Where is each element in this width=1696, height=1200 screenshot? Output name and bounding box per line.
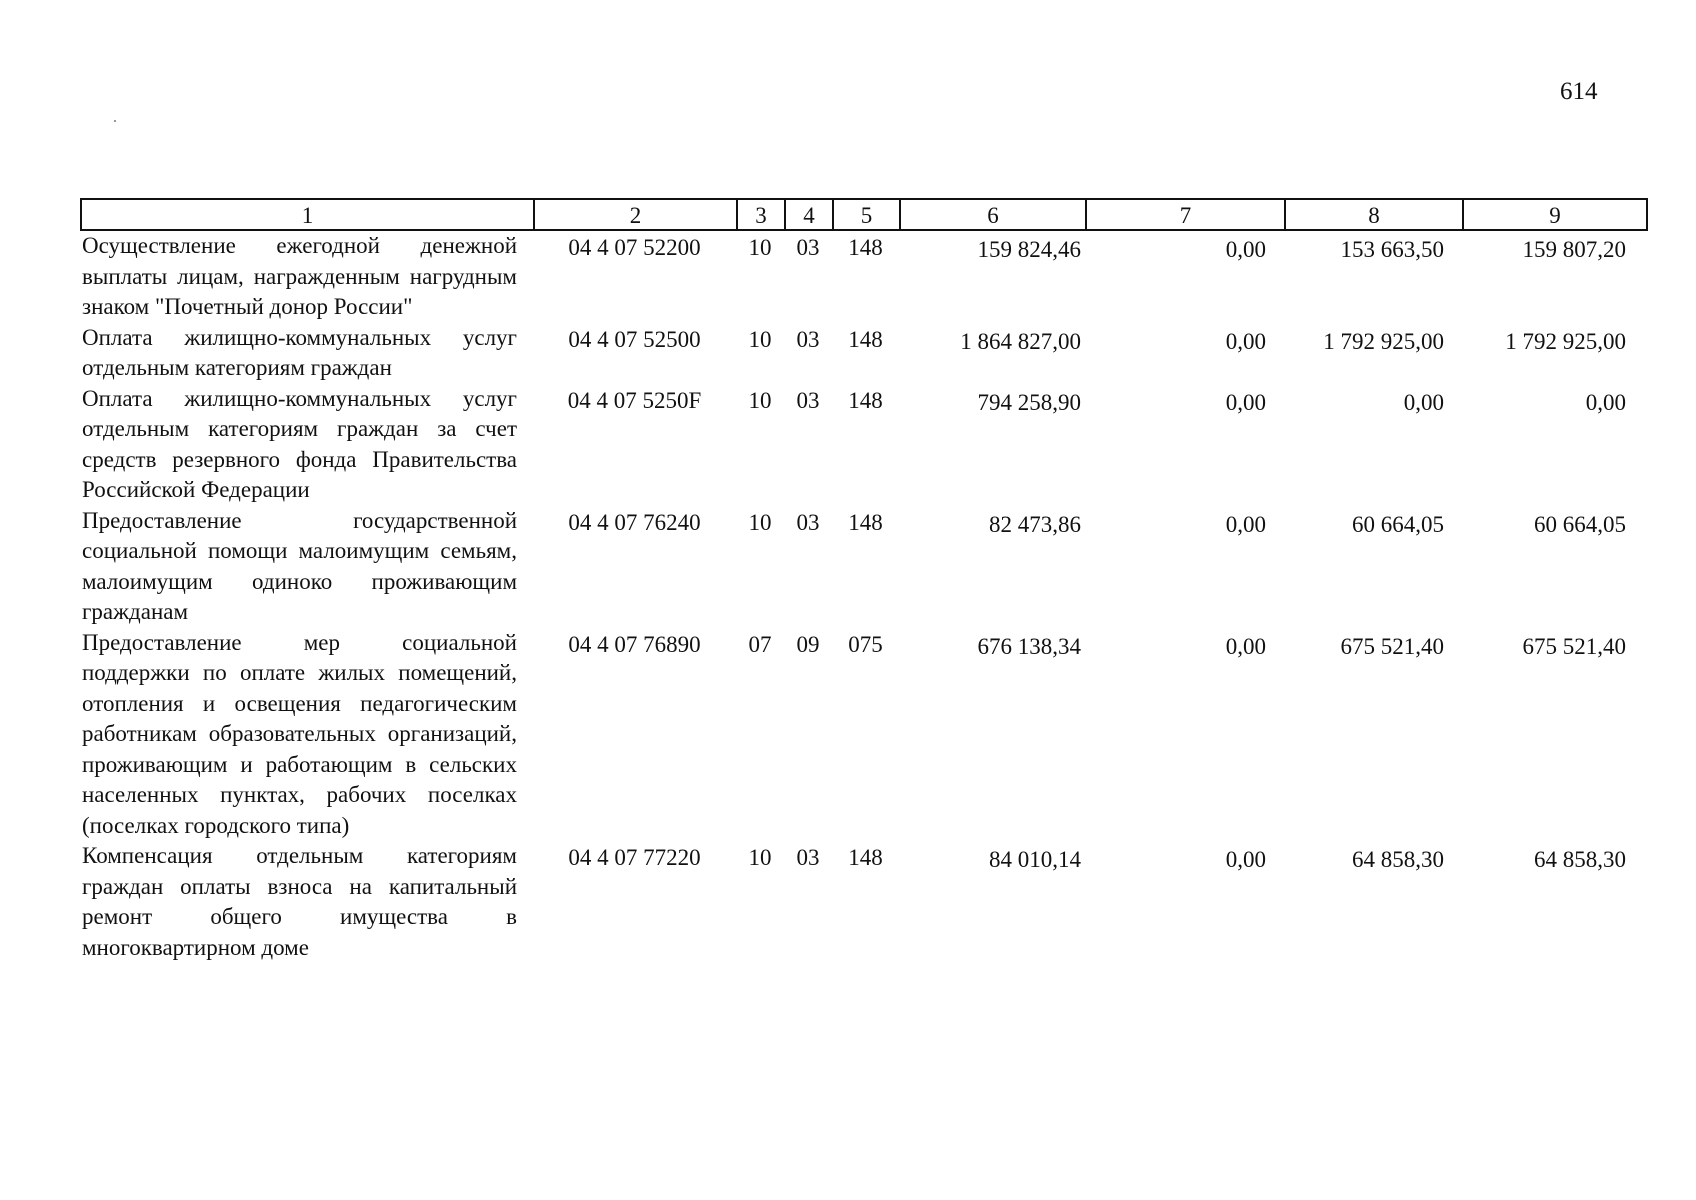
- row-col-3: 10: [748, 509, 772, 535]
- row-col-7: 0,00: [1225, 847, 1266, 872]
- page-number: 614: [1560, 78, 1598, 105]
- row-col-9: 1 792 925,00: [1505, 328, 1626, 354]
- row-col-6: 159 824,46: [977, 237, 1081, 262]
- row-col-6: 82 473,86: [989, 511, 1081, 537]
- row-col-7: 0,00: [1225, 328, 1266, 354]
- row-description: Предоставление государственной социальной помощи малоимущим семьям, малоимущим одиноко проживающим гражданам: [82, 507, 517, 624]
- budget-table: [80, 198, 1648, 963]
- table-header: [80, 198, 1648, 231]
- row-col-5: 075: [848, 631, 883, 657]
- row-col-6: 84 010,14: [989, 847, 1081, 872]
- row-col-8: 64 858,30: [1352, 847, 1444, 872]
- row-code: 04 4 07 76890: [568, 631, 701, 657]
- header-col-3: 3: [738, 200, 786, 229]
- row-col-6: 676 138,34: [977, 633, 1081, 659]
- row-col-3: 10: [748, 845, 772, 870]
- row-col-8: 60 664,05: [1352, 511, 1444, 537]
- row-col-7: 0,00: [1225, 511, 1266, 537]
- header-col-7: 7: [1087, 200, 1286, 229]
- header-col-5: 5: [834, 200, 901, 229]
- row-col-8: 675 521,40: [1340, 633, 1444, 659]
- row-col-9: 64 858,30: [1534, 847, 1626, 872]
- row-col-8: 0,00: [1403, 389, 1444, 415]
- row-col-7: 0,00: [1225, 237, 1266, 262]
- row-code: 04 4 07 5250F: [567, 387, 702, 413]
- row-col-4: 09: [796, 631, 820, 657]
- header-col-1: 1: [82, 200, 535, 229]
- row-col-4: 03: [796, 235, 820, 260]
- row-description: Оплата жилищно-коммунальных услуг отдельным категориям граждан за счет средств резервного фонда Правительства Российской Федерации: [82, 385, 517, 502]
- row-col-9: 675 521,40: [1522, 633, 1626, 659]
- table-body: [80, 231, 1648, 963]
- table-row: [80, 841, 1648, 963]
- row-description: Предоставление мер социальной поддержки по оплате жилых помещений, отопления и освещения педагогическим работникам образовательных организаций, проживающим и работающим в сельских населенных пунктах, рабочих поселках (поселках городского типа): [82, 629, 517, 838]
- row-description: Осуществление ежегодной денежной выплаты лицам, награжденным нагрудным знаком "Почетный донор России": [82, 233, 517, 319]
- table-row: [80, 231, 1648, 323]
- header-col-2: 2: [535, 200, 738, 229]
- row-col-9: 60 664,05: [1534, 511, 1626, 537]
- table-row: [80, 323, 1648, 384]
- row-col-6: 794 258,90: [977, 389, 1081, 415]
- row-col-3: 07: [748, 631, 772, 657]
- row-col-6: 1 864 827,00: [960, 328, 1081, 354]
- row-col-5: 148: [848, 509, 883, 535]
- row-col-7: 0,00: [1225, 633, 1266, 659]
- row-code: 04 4 07 52500: [568, 326, 701, 352]
- row-col-5: 148: [848, 326, 883, 352]
- header-col-8: 8: [1286, 200, 1464, 229]
- row-col-5: 148: [848, 387, 883, 413]
- row-col-9: 159 807,20: [1522, 237, 1626, 262]
- row-col-4: 03: [796, 326, 820, 352]
- row-code: 04 4 07 77220: [568, 845, 701, 870]
- header-col-9: 9: [1549, 203, 1561, 228]
- row-col-4: 03: [796, 387, 820, 413]
- header-col-4: 4: [786, 200, 834, 229]
- row-code: 04 4 07 76240: [568, 509, 701, 535]
- row-col-5: 148: [848, 845, 883, 870]
- scan-speck: [114, 120, 116, 122]
- table-row: [80, 628, 1648, 842]
- row-col-7: 0,00: [1225, 389, 1266, 415]
- row-description: Оплата жилищно-коммунальных услуг отдельным категориям граждан: [82, 324, 517, 380]
- row-col-8: 153 663,50: [1340, 237, 1444, 262]
- row-col-5: 148: [848, 235, 883, 260]
- row-col-3: 10: [748, 387, 772, 413]
- row-col-9: 0,00: [1585, 389, 1626, 415]
- row-description: Компенсация отдельным категориям граждан оплаты взноса на капитальный ремонт общего имущества в многоквартирном доме: [82, 843, 517, 960]
- row-col-4: 03: [796, 509, 820, 535]
- row-col-3: 10: [748, 326, 772, 352]
- row-col-4: 03: [796, 845, 820, 870]
- table-row: [80, 384, 1648, 506]
- row-code: 04 4 07 52200: [568, 235, 701, 260]
- table-row: [80, 506, 1648, 628]
- header-col-6: 6: [901, 200, 1087, 229]
- row-col-3: 10: [748, 235, 772, 260]
- row-col-8: 1 792 925,00: [1323, 328, 1444, 354]
